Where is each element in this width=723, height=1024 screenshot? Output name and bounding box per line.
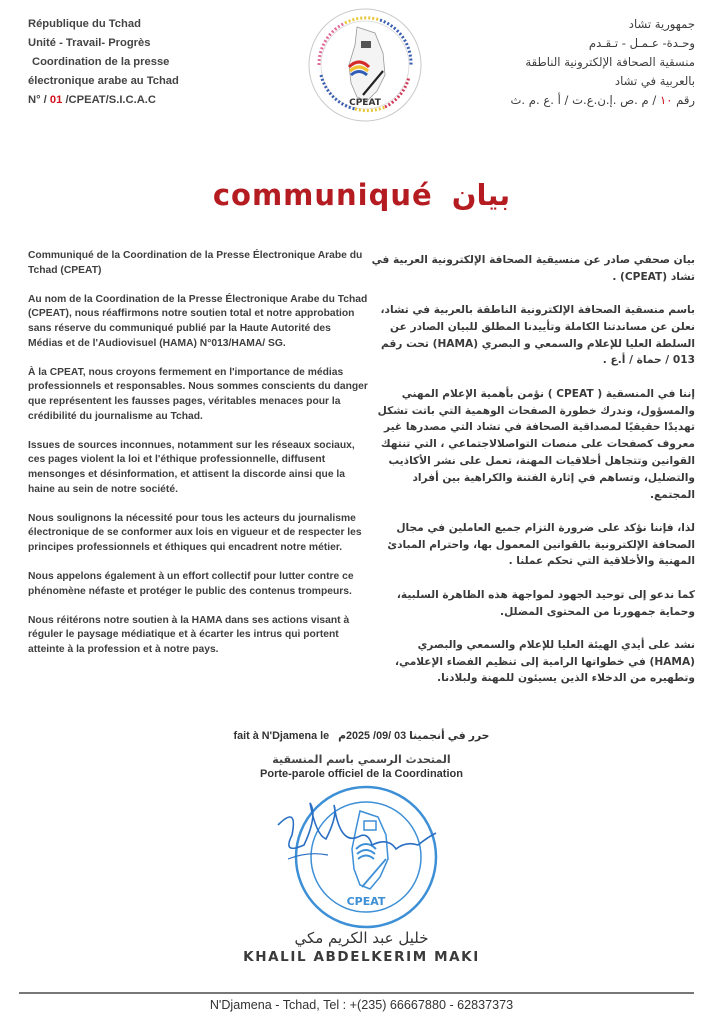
official-stamp (268, 775, 448, 945)
paragraph-ar-intro: بيان صحفي صادر عن منسيقية الصحافة الإلكترونية العربية في تشاد (CPEAT) . (371, 254, 695, 283)
footer-divider (19, 992, 694, 994)
ref-prefix-ar: رقم (672, 93, 695, 107)
ref-suffix-ar: / م .ص .إ.ن.ع.ت / أ .ع .م .ث (510, 93, 660, 107)
document-title (0, 178, 723, 212)
organization-name-line1: Coordination de la presse (32, 56, 170, 68)
date-arabic: حرر في أنجمينا 03 /09/ 2025م (338, 730, 490, 742)
reference-number (28, 91, 228, 110)
date-line (0, 729, 723, 742)
paragraph-fr-support: Au nom de la Coordination de la Presse Électronique Arabe du Tchad (CPEAT), nous réaffirmons notre soutien total et notre approbation sans réserve du communiqué publié par la Haute Autorité des Médias et de l'Audiovisuel (HAMA) N°013/HAMA/ SG. (28, 293, 368, 349)
header-french (28, 15, 228, 110)
title-arabic: بيان (451, 178, 511, 212)
national-motto-ar: وحـدة- عـمـل - تـقـدم (588, 36, 695, 50)
cpeat-logo-icon (305, 5, 425, 125)
organization-name-line2: électronique arabe au Tchad (28, 75, 179, 87)
stamp-signature-icon (268, 775, 448, 945)
ref-number: 01 (49, 94, 63, 106)
spokesperson-role-fr: Porte-parole officiel de la Coordination (260, 768, 463, 780)
organization-name-ar-line1: منسقية الصحافة الإلكترونية الناطقة (525, 55, 695, 69)
footer-contact: N'Djamena - Tchad, Tel : +(235) 66667880 - 62837373 (209, 998, 514, 1012)
ref-prefix: N° / (28, 94, 50, 106)
paragraph-ar-belief: إننا في المنسقية ( CPEAT ) نؤمن بأهمية الإعلام المهني والمسؤول، وندرك خطورة الصفحات الوهمية التي باتت تشكل تهديدًا حقيقيًا لمصداقية الصحافة في تشاد التي مصدرها غير معروف كصفحات على منصات التواصلالاجتماعي ، التي تنتهك القوانين وتتجاهل أخلاقيات المهنة، تعمل على نشر الأكاذيب والتضليل، وتساهم في إثارة الفتنة والكراهية بين أفراد المجتمع. (377, 387, 695, 501)
paragraph-ar-collective: كما ندعو إلى توحيد الجهود لمواجهة هذه الظاهرة السلبية، وحماية جمهورنا من المحتوى المضلل. (396, 588, 695, 618)
country-name-ar: جمهورية تشاد (628, 17, 695, 31)
paragraph-fr-intro: Communiqué de la Coordination de la Presse Électronique Arabe du Tchad (CPEAT) (28, 250, 363, 276)
paragraph-ar-support: باسم منسقية الصحافة الإلكترونية الناطقة بالعربية في تشاد، نعلن عن مساندتنا الكاملة وتأييدنا المطلق للبيان الصادر عن السلطة العليا للإعلام والسمعي و البصري (HAMA) تحت رقم 013 / حماة / أ.ع . (380, 304, 695, 367)
country-name: République du Tchad (28, 18, 141, 30)
date-french: fait à N'Djamena le (233, 730, 330, 742)
ref-suffix: /CPEAT/S.I.C.A.C (62, 94, 156, 106)
paragraph-fr-compliance: Nous soulignons la nécessité pour tous les acteurs du journalisme électronique de se conformer aux lois en vigueur et de respecter les principes professionnels et éthiques qui encadrent notre métier. (28, 512, 362, 553)
reference-number-ar (455, 91, 695, 110)
national-motto: Unité - Travail- Progrès (28, 37, 151, 49)
organization-name-ar-line2: بالعربية في تشاد (614, 74, 695, 88)
paragraph-ar-reiterate: نشد على أيدي الهيئة العليا للإعلام والسمعي والبصري (HAMA) في خطواتها الرامية إلى تنظيم الفضاء الإعلامي، وتطهيره من الدخلاء الذين يسيئون للمهنة ولبلادنا. (394, 638, 695, 685)
paragraph-fr-sources: Issues de sources inconnues, notamment sur les réseaux sociaux, ces pages violent la loi et l'éthique professionnelle, diffusent mensonges et désinformation, et attisent la discorde ainsi que la haine au sein de notre société. (28, 439, 355, 495)
body-french (28, 249, 368, 672)
spokesperson-role-ar: المتحدث الرسمي باسم المنسقية (272, 753, 451, 766)
title-french: communiqué (212, 178, 433, 212)
signatory-name-ar: خليل عبد الكريم مكي (294, 929, 429, 947)
cpeat-logo (305, 5, 425, 125)
header-arabic (455, 15, 695, 110)
paragraph-fr-collective: Nous appelons également à un effort collectif pour lutter contre ce phénomène néfaste et protéger le public des contenus trompeurs. (28, 571, 354, 597)
body-arabic (370, 252, 695, 704)
svg-text:CPEAT: CPEAT (346, 895, 386, 908)
paragraph-ar-compliance: لذا، فإننا نؤكد على ضرورة التزام جميع العاملين في مجال الصحافة الإلكترونية بالقوانين المعمول بها، واحترام المبادئ المهنية والأخلاقية التي تحكم عملنا . (387, 521, 695, 568)
paragraph-fr-belief: À la CPEAT, nous croyons fermement en l'importance de médias professionnels et responsables. Nous sommes conscients du danger que représentent les fausses pages, véritables menaces pour la crédibilité du journalisme au Tchad. (28, 366, 368, 422)
svg-text:CPEAT: CPEAT (349, 98, 381, 108)
ref-number-ar: ١٠ (659, 93, 673, 107)
signatory-name-fr: KHALIL ABDELKERIM MAKI (243, 949, 480, 965)
paragraph-fr-reiterate: Nous réitérons notre soutien à la HAMA dans ses actions visant à réguler le paysage médiatique et à écarter les intrus qui portent atteinte à la profession et à notre pays. (28, 614, 350, 656)
